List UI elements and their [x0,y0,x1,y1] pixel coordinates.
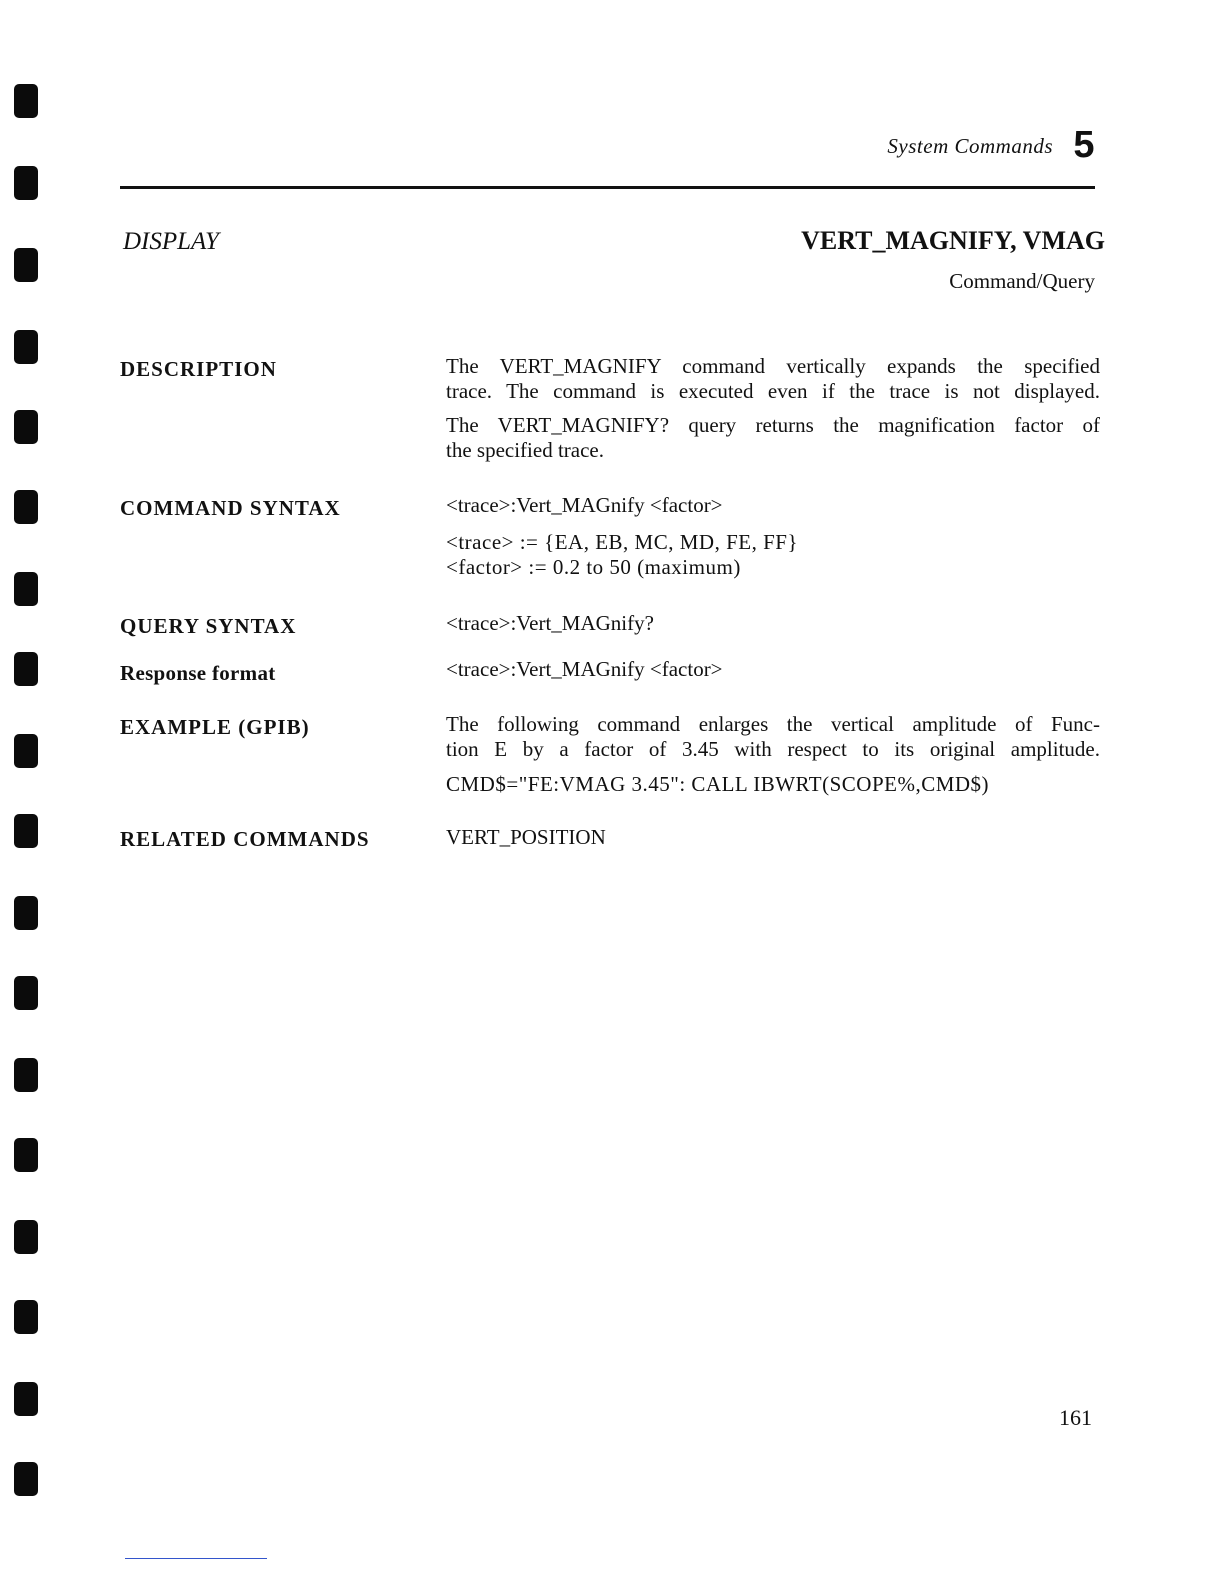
command-syntax-label: COMMAND SYNTAX [120,496,341,520]
binder-hole [14,1138,38,1172]
binder-hole [14,166,38,200]
binder-hole [14,84,38,118]
binder-hole [14,490,38,524]
binder-hole [14,976,38,1010]
factor-definition: <factor> := 0.2 to 50 (maximum) [446,555,741,579]
binder-hole [14,652,38,686]
binder-hole [14,248,38,282]
binder-hole [14,1220,38,1254]
binder-hole [14,1382,38,1416]
binder-hole [14,410,38,444]
command-syntax-text [446,493,1100,580]
description-text [446,354,1100,463]
command-type: Command/Query [949,269,1095,293]
binder-hole [14,330,38,364]
query-syntax-label: QUERY SYNTAX [120,614,297,638]
binder-hole [14,814,38,848]
description-label: DESCRIPTION [120,357,277,381]
example-line: The following command enlarges the vertical amplitude of Func- [446,712,1100,736]
section-name: DISPLAY [123,228,219,255]
binder-hole [14,572,38,606]
header-rule [120,186,1095,189]
related-commands-label: RELATED COMMANDS [120,827,370,851]
description-line: the specified trace. [446,438,604,462]
chapter-number: 5 [1073,124,1095,166]
response-format-label: Response format [120,661,276,685]
example-line: tion E by a factor of 3.45 with respect to its original amplitude. [446,737,1100,761]
command-name: VERT_MAGNIFY, VMAG [801,226,1105,255]
binder-hole [14,896,38,930]
footer-rule [125,1558,267,1559]
query-syntax: <trace>:Vert_MAGnify? [446,611,654,635]
page-number: 161 [1059,1405,1092,1430]
description-line: trace. The command is executed even if the trace is not displayed. [446,379,1100,403]
example-code: CMD$="FE:VMAG 3.45": CALL IBWRT(SCOPE%,CMD$) [446,772,990,796]
binder-hole [14,1300,38,1334]
example-text [446,712,1100,797]
binder-hole [14,1462,38,1496]
related-command-link: VERT_POSITION [446,825,606,849]
trace-definition: <trace> := {EA, EB, MC, MD, FE, FF} [446,530,799,554]
response-format: <trace>:Vert_MAGnify <factor> [446,657,723,681]
binder-holes [14,0,40,1584]
example-label: EXAMPLE (GPIB) [120,715,310,739]
command-syntax: <trace>:Vert_MAGnify <factor> [446,493,723,517]
binder-hole [14,1058,38,1092]
description-line: The VERT_MAGNIFY command vertically expands the specified [446,354,1100,378]
description-line: The VERT_MAGNIFY? query returns the magnification factor of [446,413,1100,437]
chapter-title: System Commands [887,134,1053,158]
binder-hole [14,734,38,768]
